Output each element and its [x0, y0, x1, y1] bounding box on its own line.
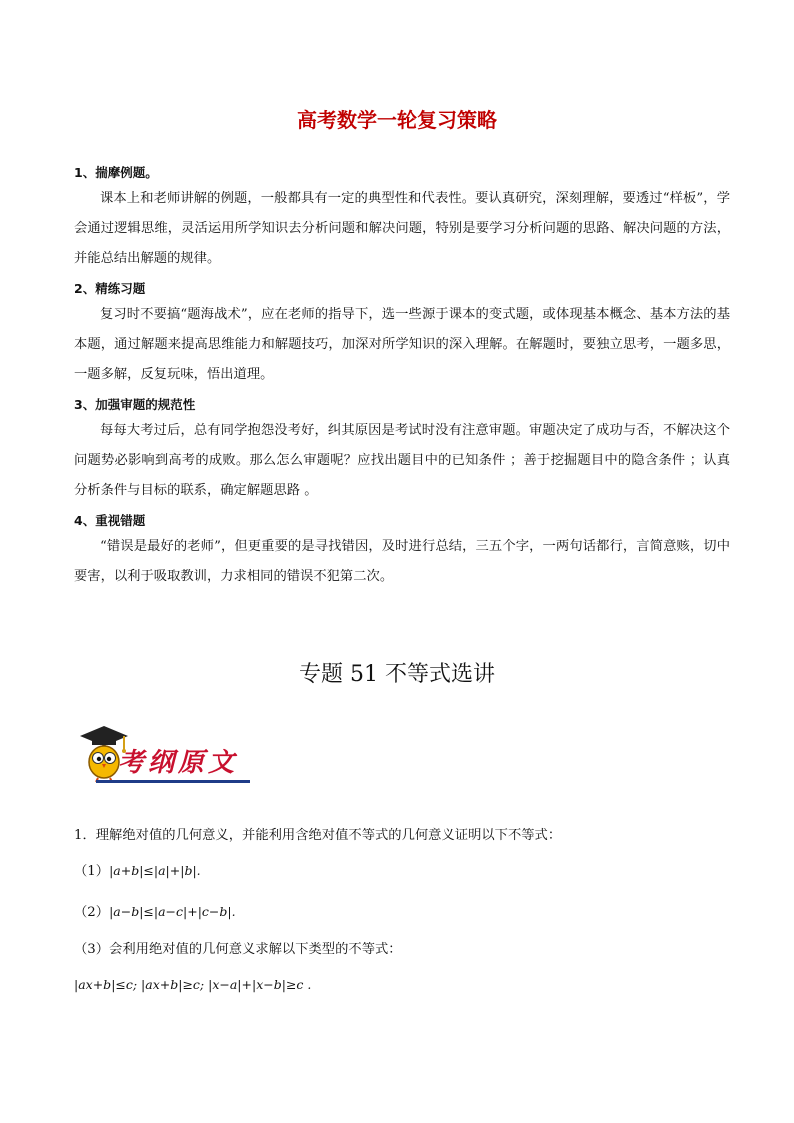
requirement-item-1-2 — [74, 902, 734, 923]
section-body: 复习时不要搞“题海战术”，应在老师的指导下，选一些源于课本的变式题，或体现基本概念、基本方法的基本题，通过解题来提高思维能力和解题技巧，加深对所学知识的深入理解。在解题时，要独立思考，一题多思，一题多解，反复玩味，悟出道理。 — [74, 307, 730, 382]
section-2 — [74, 278, 730, 390]
requirement-item-1-1 — [74, 861, 734, 882]
section-1 — [74, 162, 730, 274]
section-heading: 2、精练习题 — [74, 281, 146, 296]
math-formula: |a−b|≤|a−c|+|c−b|. — [109, 904, 236, 919]
syllabus-badge — [74, 728, 250, 784]
badge-underline — [96, 780, 250, 783]
badge-label: 考纲原文 — [118, 748, 239, 778]
section-3 — [74, 394, 730, 506]
section-body: 课本上和老师讲解的例题，一般都具有一定的典型性和代表性。要认真研究，深刻理解，要透过“样板”，学会通过逻辑思维，灵活运用所学知识去分析问题和解决问题，特别是要学习分析问题的思路、解决问题的方法，并能总结出解题的规律。 — [74, 191, 730, 266]
section-heading: 1、揣摩例题。 — [74, 165, 158, 180]
section-body: “错误是最好的老师”，但更重要的是寻找错因，及时进行总结，三五个字，一两句话都行，言简意赅，切中要害，以利于吸取教训，力求相同的错误不犯第二次。 — [74, 539, 730, 584]
item-label: （2） — [74, 905, 110, 920]
section-heading: 4、重视错题 — [74, 513, 146, 528]
math-formula: |ax+b|≤c; |ax+b|≥c; |x−a|+|x−b|≥c . — [74, 977, 312, 992]
section-heading: 3、加强审题的规范性 — [74, 397, 196, 412]
requirement-item-1: 1．理解绝对值的几何意义，并能利用含绝对值不等式的几何意义证明以下不等式： — [74, 828, 562, 843]
section-4 — [74, 510, 730, 592]
section-body: 每每大考过后，总有同学抱怨没考好，纠其原因是考试时没有注意审题。审题决定了成功与否，不解决这个问题势必影响到高考的成败。那么怎么审题呢？应找出题目中的已知条件 ；善于挖掘题目中的隐含条件 ；认真分析条件与目标的联系，确定解题思路 。 — [74, 423, 730, 498]
topic-title: 专题 51 不等式选讲 — [299, 662, 495, 687]
requirement-item-1-3-formula — [74, 975, 734, 996]
item-label: （1） — [74, 864, 110, 879]
requirement-item-1-3: （3）会利用绝对值的几何意义求解以下类型的不等式： — [74, 942, 402, 957]
math-formula: |a+b|≤|a|+|b|. — [109, 863, 201, 878]
page-title: 高考数学一轮复习策略 — [297, 108, 497, 132]
